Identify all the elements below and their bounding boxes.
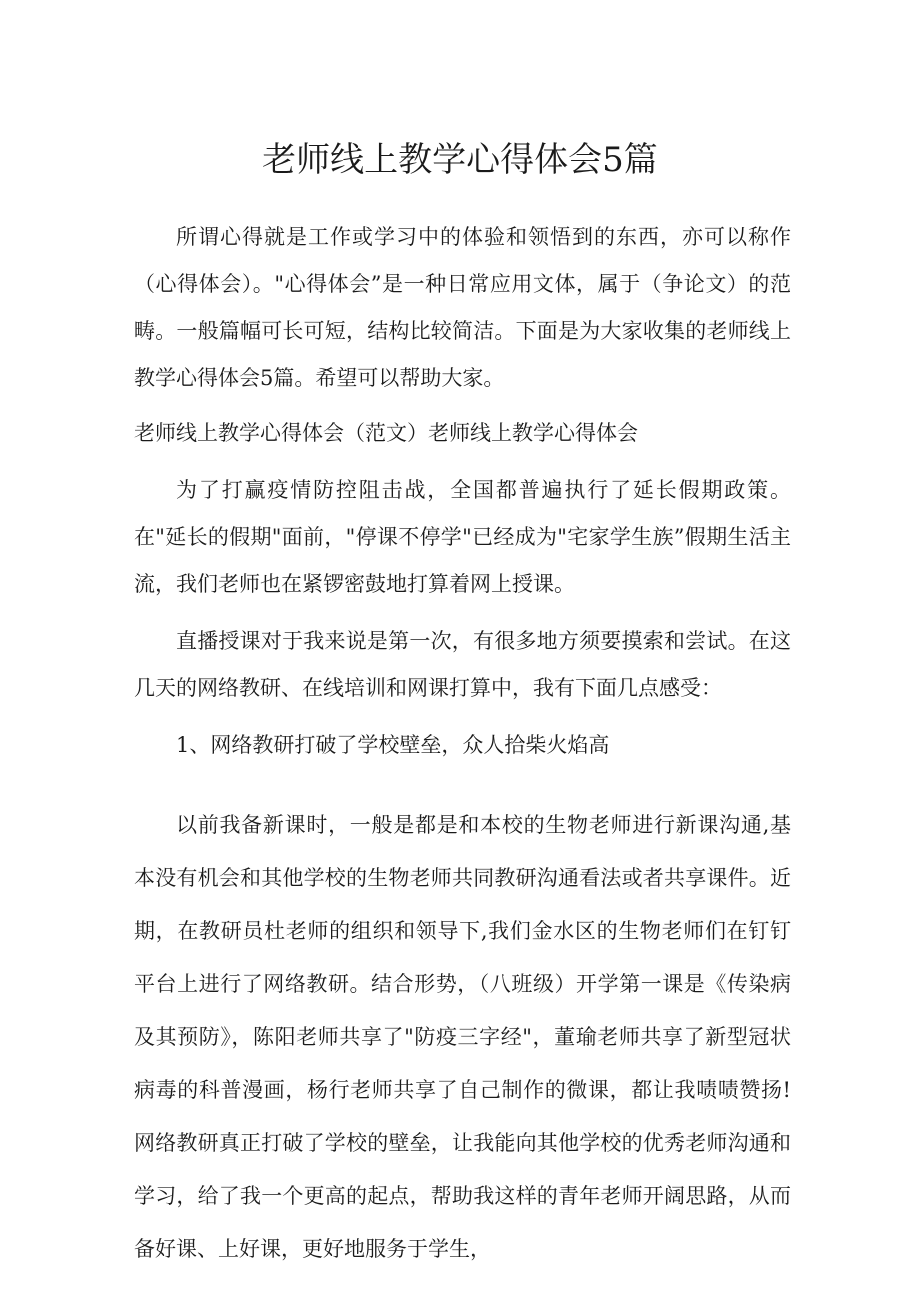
- body-paragraph-1: 为了打赢疫情防控阻击战，全国都普遍执行了延长假期政策。在"延长的假期"面前，"停课不停学"已经成为"宅家学生族”假期生活主流，我们老师也在紧锣密鼓地打算着网上授课。: [134, 478, 791, 596]
- intro-paragraph: 所谓心得就是工作或学习中的体验和领悟到的东西，亦可以称作（心得体会）。"心得体会”是一种日常应用文体，属于（争论文）的范畴。一般篇幅可长可短，结构比较简洁。下面是为大家收集的老师线上教学心得体会5篇。希望可以帮助大家。: [134, 225, 791, 390]
- document-title: 老师线上教学心得体会5篇: [262, 140, 658, 180]
- body-paragraph-3: 以前我备新课时，一般是都是和本校的生物老师进行新课沟通,基本没有机会和其他学校的生物老师共同教研沟通看法或者共享课件。近期，在教研员杜老师的组织和领导下,我们金水区的生物老师们在钉钉平台上进行了网络教研。结合形势，（八班级）开学第一课是《传染病及其预防》，陈阳老师共享了"防疫三字经"，董瑜老师共享了新型冠状病毒的科普漫画，杨行老师共享了自己制作的微课，都让我啧啧赞扬!网络教研真正打破了学校的壁垒，让我能向其他学校的优秀老师沟通和学习，给了我一个更高的起点，帮助我这样的青年老师开阔思路，从而备好课、上好课，更好地服务于学生，: [134, 813, 791, 1261]
- point-heading: 1、网络教研打破了学校壁垒，众人拾柴火焰高: [176, 733, 610, 757]
- body-paragraph-2: 直播授课对于我来说是第一次，有很多地方须要摸索和尝试。在这几天的网络教研、在线培训和网课打算中，我有下面几点感受：: [134, 629, 791, 700]
- document-body: [134, 214, 791, 1276]
- section-heading: 老师线上教学心得体会（范文）老师线上教学心得体会: [134, 421, 638, 445]
